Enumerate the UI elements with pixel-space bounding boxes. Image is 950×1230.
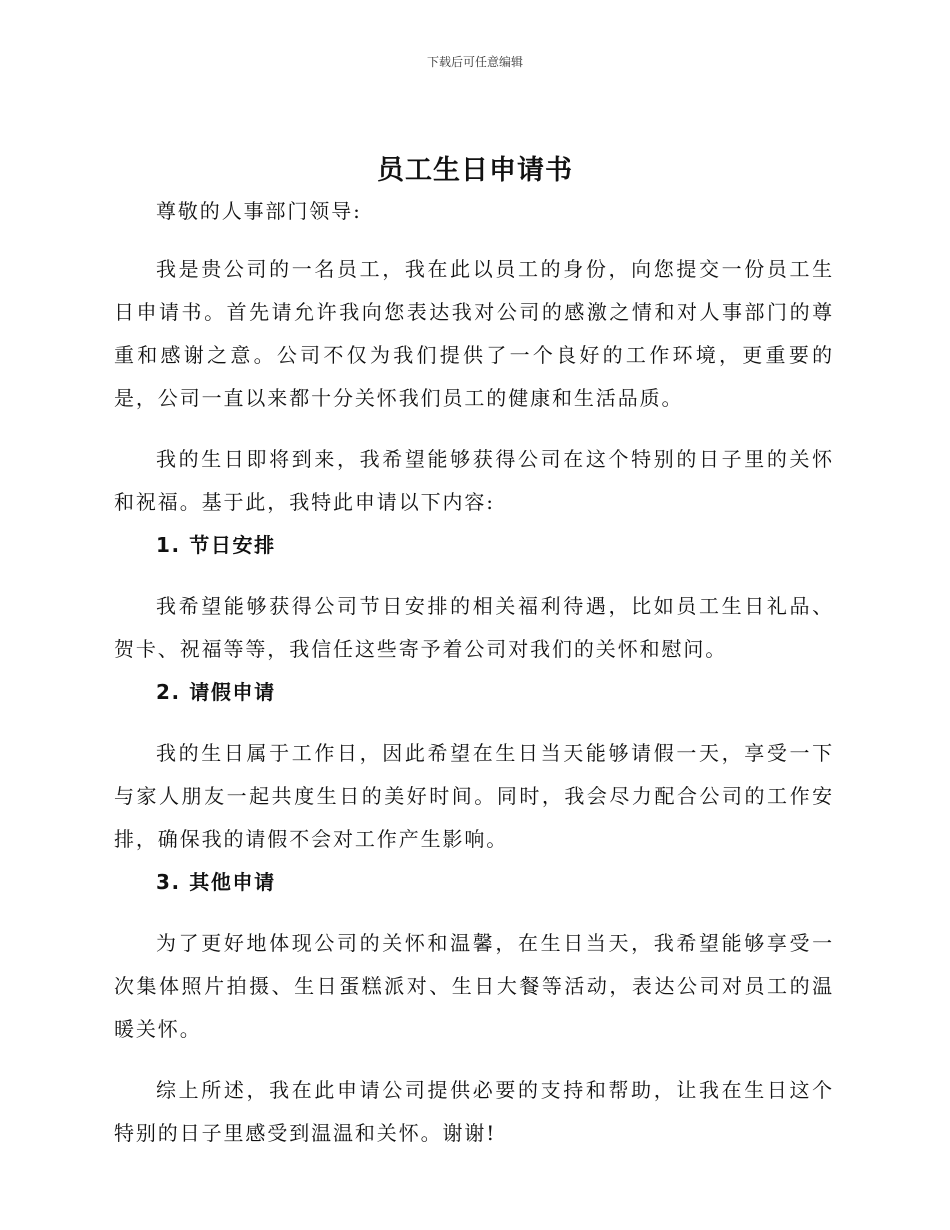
section-text-holiday: 我希望能够获得公司节日安排的相关福利待遇，比如员工生日礼品、贺卡、祝福等等，我信任这些寄予着公司对我们的关怀和慰问。 [114, 594, 834, 661]
section-heading-leave: 2. 请假申请 [156, 680, 276, 704]
salutation: 尊敬的人事部门领导: [156, 199, 362, 223]
section-text-other: 为了更好地体现公司的关怀和温馨，在生日当天，我希望能够享受一次集体照片拍摄、生日蛋糕派对、生日大餐等活动，表达公司对员工的温暖关怀。 [114, 931, 834, 1041]
section-text-leave: 我的生日属于工作日，因此希望在生日当天能够请假一天，享受一下与家人朋友一起共度生日的美好时间。同时，我会尽力配合公司的工作安排，确保我的请假不会对工作产生影响。 [114, 741, 834, 851]
intro-paragraph: 我是贵公司的一名员工，我在此以员工的身份，向您提交一份员工生日申请书。首先请允许我向您表达我对公司的感激之情和对人事部门的尊重和感谢之意。公司不仅为我们提供了一个良好的工作环境，更重要的是，公司一直以来都十分关怀我们员工的健康和生活品质。 [114, 257, 834, 410]
section-heading-holiday: 1. 节日安排 [156, 533, 276, 557]
request-paragraph: 我的生日即将到来，我希望能够获得公司在这个特别的日子里的关怀和祝福。基于此，我特此申请以下内容: [114, 447, 834, 514]
document-body [114, 190, 834, 1155]
section-heading-other: 3. 其他申请 [156, 870, 276, 894]
header-note: 下载后可任意编辑 [426, 55, 523, 69]
document-title: 员工生日申请书 [377, 155, 573, 186]
closing-paragraph: 综上所述，我在此申请公司提供必要的支持和帮助，让我在生日这个特别的日子里感受到温温和关怀。谢谢! [114, 1078, 834, 1145]
